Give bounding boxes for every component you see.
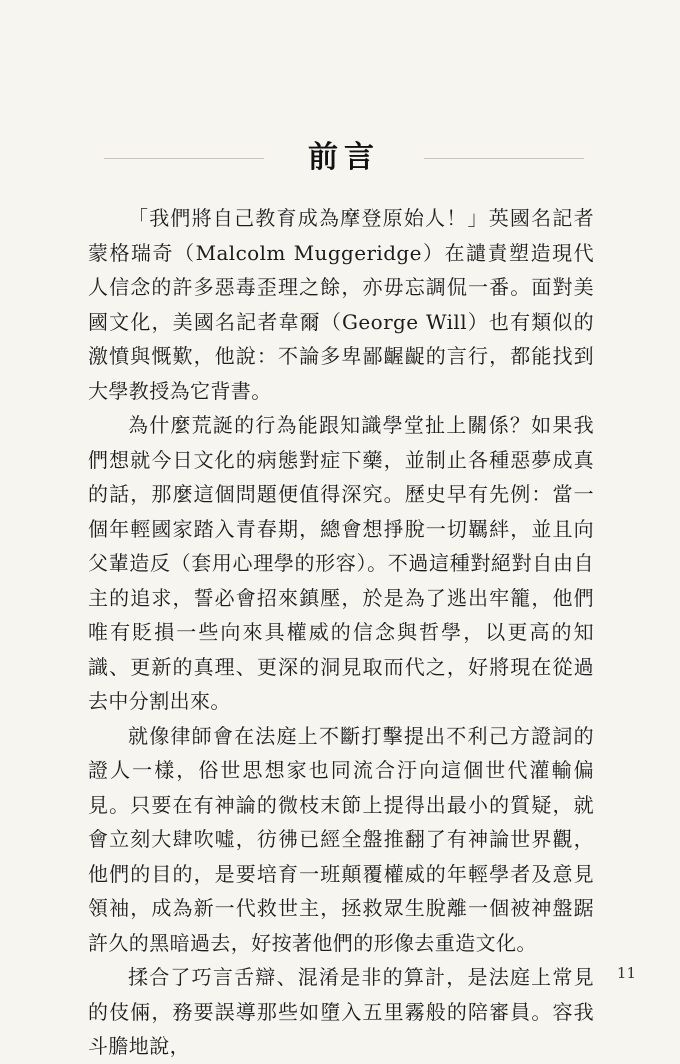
paragraph: 就像律師會在法庭上不斷打擊提出不利己方證詞的證人一樣，俗世思想家也同流合汙向這個世代灌輸偏見。只要在有神論的微枝末節上提得出最小的質疑，就會立刻大肆吹噓，彷彿已經全盤推翻了有神論世界觀，他們的目的，是要培育一班顛覆權威的年輕學者及意見領袖，成為新一代救世主，拯救眾生脫離一個被神盤踞許久的黑暗過去，好按著他們的形像去重造文化。 [88, 723, 594, 955]
page-number: 11 [616, 964, 636, 982]
header-rule-right [424, 158, 584, 159]
header-rule-left [104, 158, 264, 159]
body-text [88, 201, 594, 1064]
paragraph: 揉合了巧言舌辯、混淆是非的算計，是法庭上常見的伎倆，務要誤導那些如墮入五里霧般的陪審員。容我斗膽地說， [88, 965, 594, 1058]
chapter-title: 前言 [308, 140, 380, 175]
chapter-header [104, 138, 584, 178]
paragraph: 「我們將自己教育成為摩登原始人！」英國名記者蒙格瑞奇（Malcolm Muggeridge）在譴責塑造現代人信念的許多惡毒歪理之餘，亦毋忘調侃一番。面對美國文化，美國名記者韋爾（George Will）也有類似的激憤與慨歎，他說：不論多卑鄙齷齪的言行，都能找到大學教授為它背書。 [88, 206, 594, 403]
paragraph: 為什麼荒誕的行為能跟知識學堂扯上關係？如果我們想就今日文化的病態對症下藥，並制止各種惡夢成真的話，那麼這個問題便值得深究。歷史早有先例：當一個年輕國家踏入青春期，總會想掙脫一切羈絆，並且向父輩造反（套用心理學的形容）。不過這種對絕對自由自主的追求，誓必會招來鎮壓，於是為了逃出牢籠，他們唯有貶損一些向來具權威的信念與哲學，以更高的知識、更新的真理、更深的洞見取而代之，好將現在從過去中分割出來。 [88, 413, 594, 713]
